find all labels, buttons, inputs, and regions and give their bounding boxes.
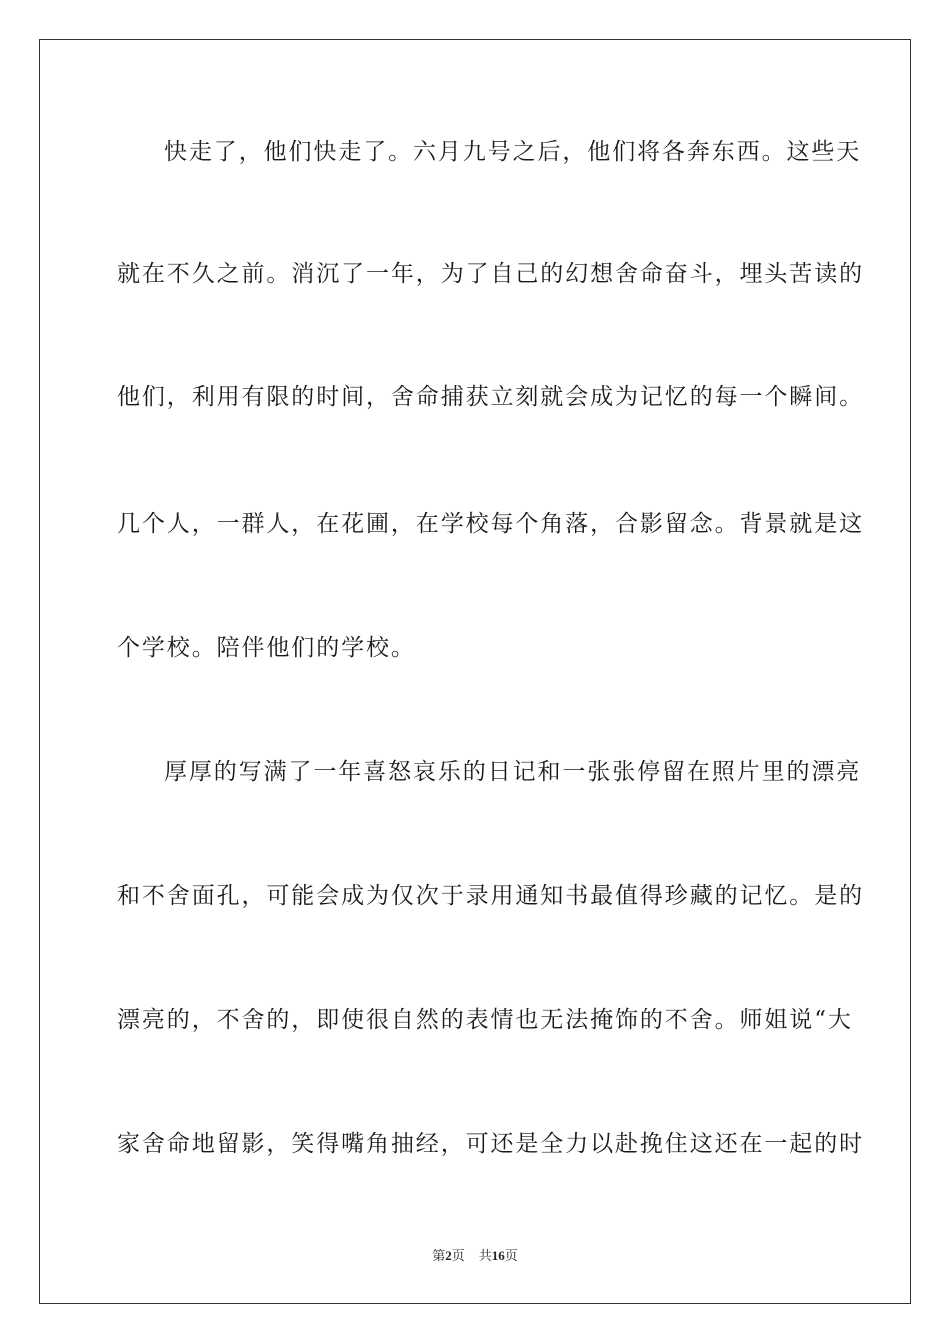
body-line-9: 家舍命地留影，笑得嘴角抽经，可还是全力以赴挽住这还在一起的时 bbox=[117, 1131, 864, 1157]
footer-total-suffix: 页 bbox=[504, 1248, 518, 1263]
body-line-2: 就在不久之前。消沉了一年，为了自己的幻想舍命奋斗，埋头苦读的 bbox=[117, 261, 864, 287]
body-line-7: 和不舍面孔，可能会成为仅次于录用通知书最值得珍藏的记忆。是的 bbox=[117, 883, 864, 909]
footer-page-suffix: 页 bbox=[451, 1248, 465, 1263]
footer-page-number: 2 bbox=[445, 1248, 452, 1263]
body-line-6: 厚厚的写满了一年喜怒哀乐的日记和一张张停留在照片里的漂亮 bbox=[164, 759, 862, 785]
page-footer bbox=[0, 1246, 950, 1266]
footer-page-prefix: 第 bbox=[432, 1248, 446, 1263]
body-line-4: 几个人，一群人，在花圃，在学校每个角落，合影留念。背景就是这 bbox=[117, 511, 864, 537]
body-line-1: 快走了，他们快走了。六月九号之后，他们将各奔东西。这些天 bbox=[164, 139, 862, 165]
footer-total-prefix: 共 bbox=[478, 1248, 492, 1263]
body-line-5: 个学校。陪伴他们的学校。 bbox=[117, 635, 416, 661]
body-line-3: 他们，利用有限的时间，舍命捕获立刻就会成为记忆的每一个瞬间。 bbox=[117, 384, 864, 410]
page-frame bbox=[39, 39, 911, 1304]
footer-total-pages: 16 bbox=[491, 1248, 505, 1263]
body-line-8: 漂亮的，不舍的，即使很自然的表情也无法掩饰的不舍。师姐说“大 bbox=[117, 1007, 853, 1033]
